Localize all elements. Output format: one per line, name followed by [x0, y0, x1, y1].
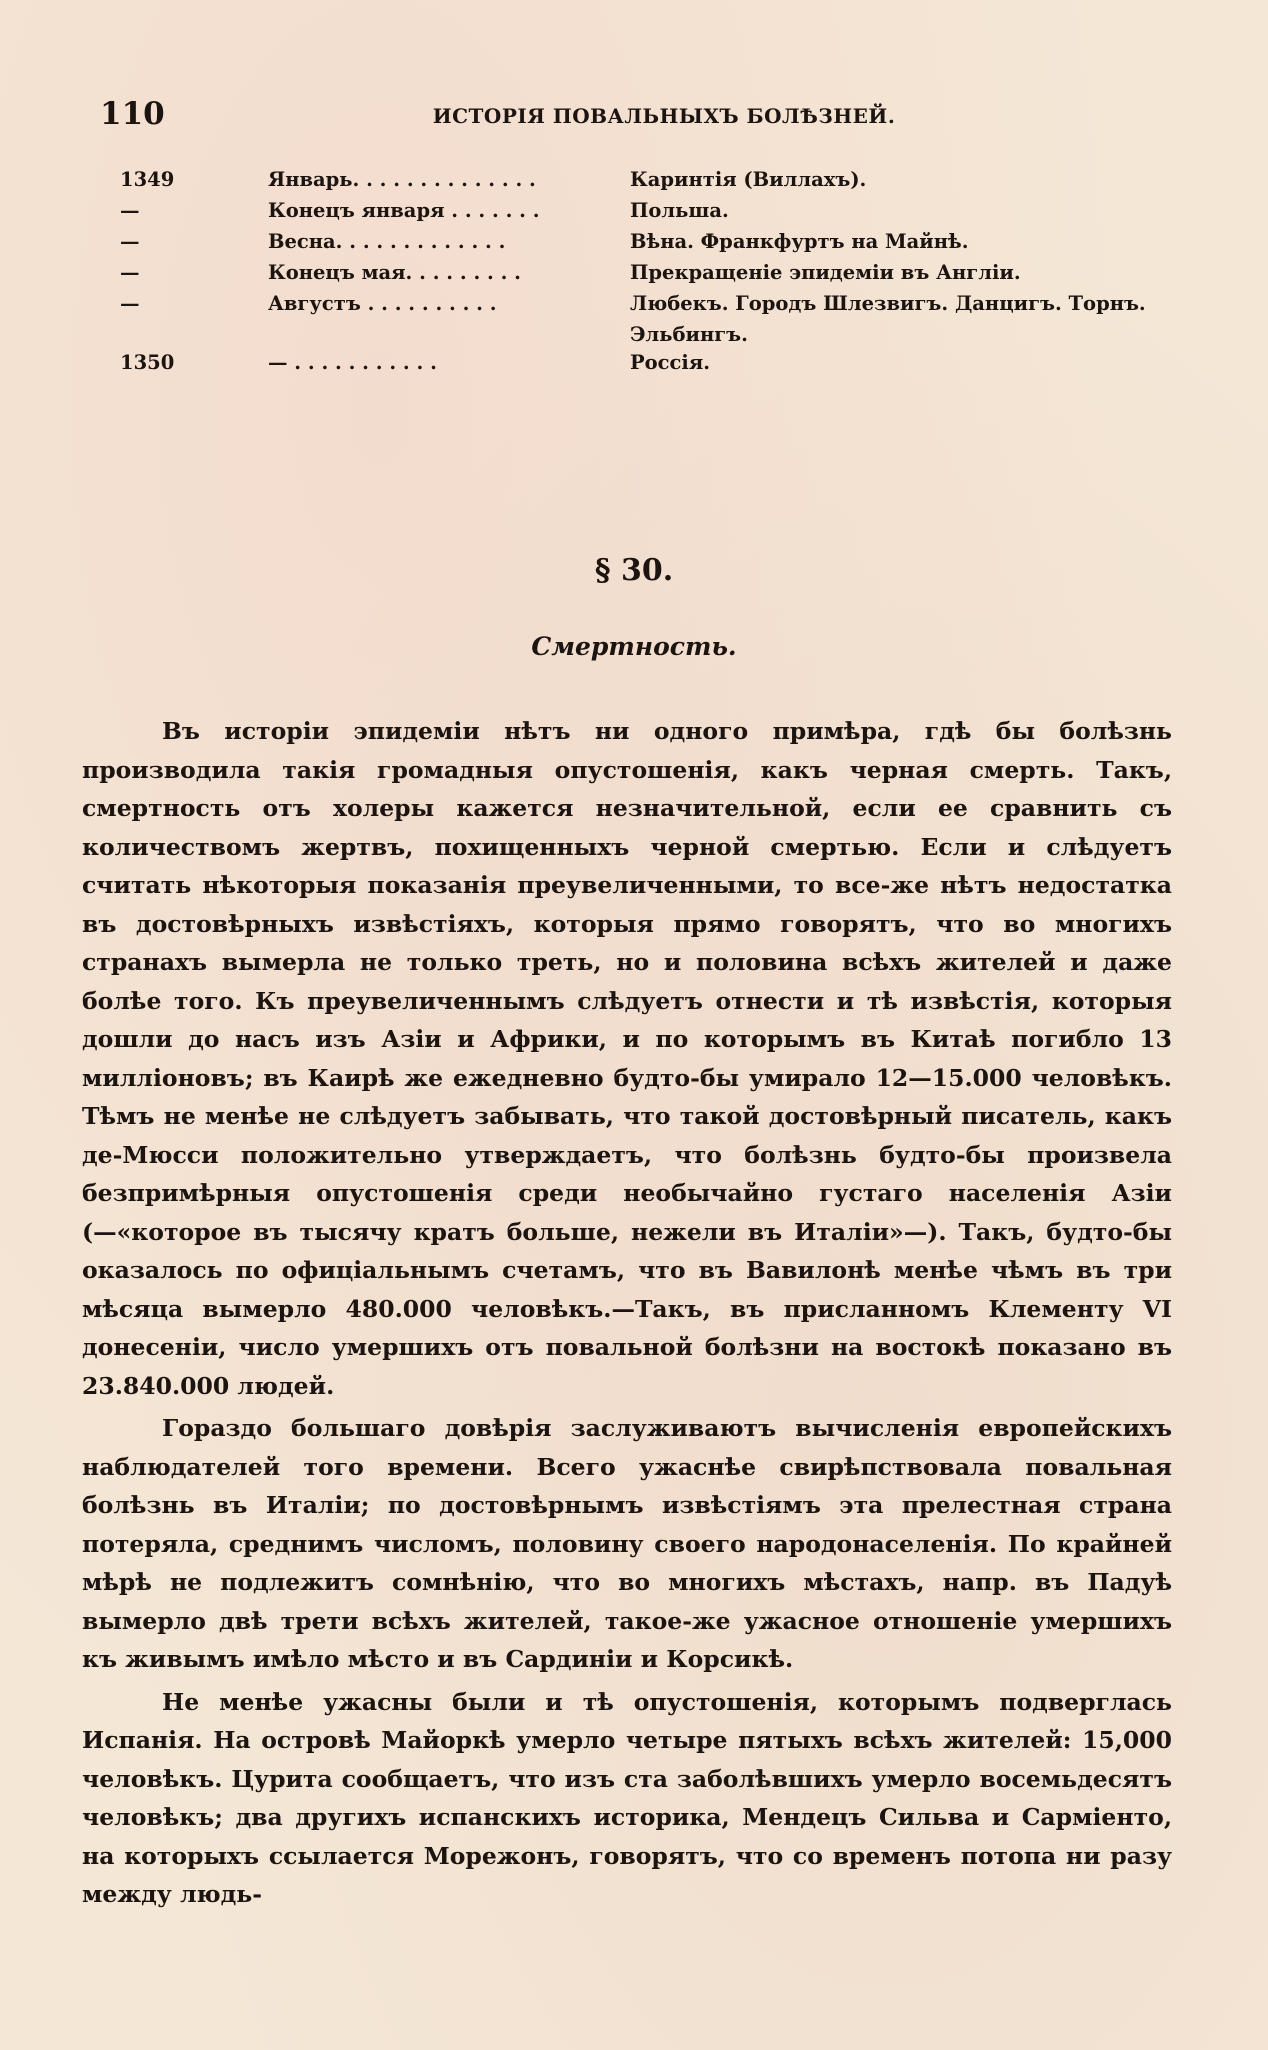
chronology-row	[120, 168, 1180, 199]
chronology-row	[120, 261, 1180, 292]
chronology-place: Каринтія (Виллахъ).	[630, 168, 867, 191]
paragraph: Въ исторіи эпидеміи нѣтъ ни одного примѣра, гдѣ бы болѣзнь производила такія громадныя опустошенія, какъ черная смерть. Такъ, смертность отъ холеры кажется незначительной, если ее сравнить съ количествомъ жертвъ, похищенныхъ черной смертью. Если и слѣдуетъ считать нѣкоторыя показанія преувеличенными, то все-же нѣтъ недостатка въ достовѣрныхъ извѣстіяхъ, которыя прямо говорятъ, что во многихъ странахъ вымерла не только треть, но и половина всѣхъ жителей и даже болѣе того. Къ преувеличеннымъ слѣдуетъ отнести и тѣ извѣстія, которыя дошли до насъ изъ Азіи и Африки, и по которымъ въ Китаѣ погибло 13 миллiоновъ; въ Каирѣ же ежедневно будто-бы умирало 12—15.000 человѣкъ. Тѣмъ не менѣе не слѣдуетъ забывать, что такой достовѣрный писатель, какъ де-Мюсси положительно утверждаетъ, что болѣзнь будто-бы произвела безпримѣрныя опустошенія среди необычайно густаго населенія Азіи (—«которое въ тысячу кратъ больше, нежели въ Италіи»—). Такъ, будто-бы оказалось по офиціальнымъ счетамъ, что въ Вавилонѣ менѣе чѣмъ въ три мѣсяца вымерло 480.000 человѣкъ.—Такъ, въ присланномъ Клементу VI донесеніи, число умершихъ отъ повальной болѣзни на востокѣ показано въ 23.840.000 людей.	[82, 717, 1172, 1400]
chronology-place: Эльбингъ.	[630, 323, 748, 346]
chronology-year: —	[120, 261, 140, 284]
page-number: 110	[100, 96, 165, 132]
chronology-table	[120, 168, 1180, 382]
chronology-place: Прекращеніе эпидеміи въ Англіи.	[630, 261, 1021, 284]
chronology-place: Россія.	[630, 351, 711, 374]
chronology-time: Августъ . . . . . . . . . .	[268, 292, 497, 315]
chronology-year: —	[120, 230, 140, 253]
paragraph: Гораздо большаго довѣрія заслуживаютъ вычисленія европейскихъ наблюдателей того времени. Всего ужаснѣе свирѣпствовала повальная болѣзнь въ Италіи; по достовѣрнымъ извѣстіямъ эта прелестная страна потеряла, среднимъ числомъ, половину своего народонаселенія. По крайней мѣрѣ не подлежитъ сомнѣнію, что во многихъ мѣстахъ, напр. въ Падуѣ вымерло двѣ трети всѣхъ жителей, такое-же ужасное отношеніе умершихъ къ живымъ имѣло мѣсто и въ Сардиніи и Корсикѣ.	[82, 1414, 1172, 1673]
chronology-year: —	[120, 199, 140, 222]
body-text	[82, 712, 1172, 1918]
page-header	[100, 96, 1168, 136]
chronology-time: Конецъ января . . . . . . .	[268, 199, 540, 222]
paragraph: Не менѣе ужасны были и тѣ опустошенія, которымъ подверглась Испанія. На островѣ Майоркѣ умерло четыре пятыхъ всѣхъ жителей: 15,000 человѣкъ. Цурита сообщаетъ, что изъ ста заболѣвшихъ умерло восемьдесятъ человѣкъ; два другихъ испанскихъ историка, Мендецъ Сильва и Сарміенто, на которыхъ ссылается Морежонъ, говорятъ, что со временъ потопа ни разу между людь-	[82, 1687, 1172, 1908]
section-number: § 30.	[594, 553, 674, 588]
chronology-place: Любекъ. Городъ Шлезвигъ. Данцигъ. Торнъ.	[630, 292, 1146, 315]
chronology-row	[120, 230, 1180, 261]
chronology-year: 1349	[120, 168, 175, 191]
chronology-row	[120, 351, 1180, 382]
chronology-time: Конецъ мая. . . . . . . . .	[268, 261, 521, 284]
chronology-row	[120, 323, 1180, 351]
chronology-row	[120, 199, 1180, 230]
chronology-year: —	[120, 292, 140, 315]
chronology-time: Весна. . . . . . . . . . . . .	[268, 230, 506, 253]
chronology-place: Вѣна. Франкфуртъ на Майнѣ.	[630, 230, 969, 253]
chronology-row	[120, 292, 1180, 323]
chronology-time: — . . . . . . . . . . .	[268, 351, 437, 374]
section-title: Смертность.	[531, 632, 737, 661]
running-title: ИСТОРIЯ ПОВАЛЬНЫХЪ БОЛѢЗНЕЙ.	[432, 104, 896, 128]
chronology-place: Польша.	[630, 199, 729, 222]
chronology-year: 1350	[120, 351, 175, 374]
chronology-time: Январь. . . . . . . . . . . . . .	[268, 168, 536, 191]
